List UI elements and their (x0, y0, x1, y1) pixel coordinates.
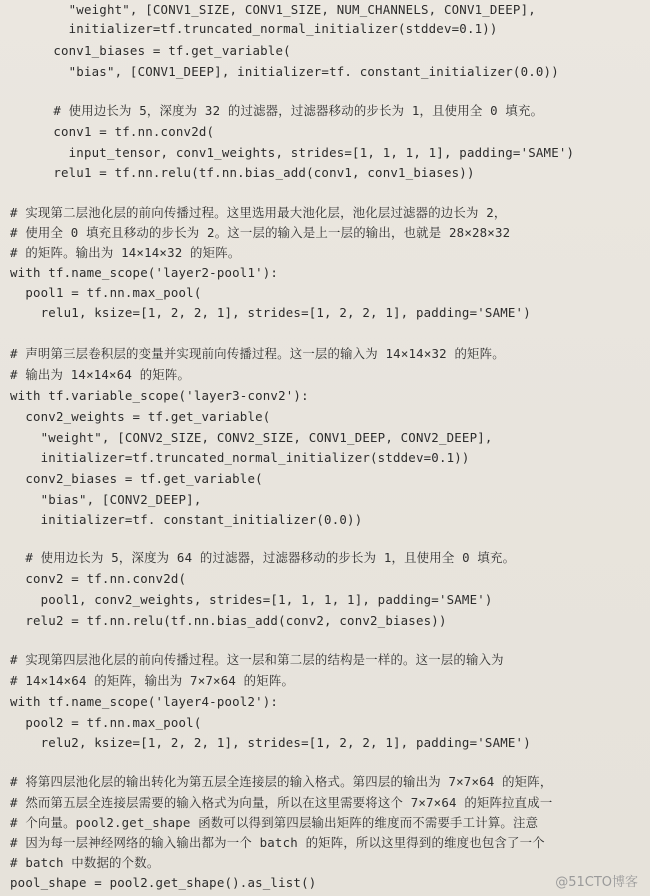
code-line: with tf.name_scope('layer4-pool2'): (10, 694, 279, 709)
code-line: relu2, ksize=[1, 2, 2, 1], strides=[1, 2, 2, 1], padding='SAME') (10, 735, 531, 750)
code-line: "bias", [CONV2_DEEP], (10, 492, 202, 507)
code-line: pool1 = tf.nn.max_pool( (10, 285, 202, 300)
code-line: initializer=tf.truncated_normal_initializer(stddev=0.1)) (38, 21, 498, 36)
code-line: "bias", [CONV1_DEEP], initializer=tf. constant_initializer(0.0)) (38, 64, 559, 79)
code-line: relu1 = tf.nn.relu(tf.nn.bias_add(conv1, conv1_biases)) (38, 165, 475, 180)
code-line: pool2 = tf.nn.max_pool( (10, 715, 202, 730)
code-line: "weight", [CONV2_SIZE, CONV2_SIZE, CONV1_DEEP, CONV2_DEEP], (10, 430, 493, 445)
comment-line: # 使用边长为 5，深度为 64 的过滤器，过滤器移动的步长为 1，且使用全 0 填充。 (10, 550, 516, 565)
code-line: conv1 = tf.nn.conv2d( (38, 124, 215, 139)
comment-line: # 14×14×64 的矩阵，输出为 7×7×64 的矩阵。 (10, 673, 295, 688)
comment-line: # 使用全 0 填充且移动的步长为 2。这一层的输入是上一层的输出，也就是 28×28×32 (10, 225, 511, 240)
code-line: conv2 = tf.nn.conv2d( (10, 571, 187, 586)
code-line: pool_shape = pool2.get_shape().as_list() (10, 875, 317, 890)
comment-line: # batch 中数据的个数。 (10, 855, 160, 870)
comment-line: # 的矩阵。输出为 14×14×32 的矩阵。 (10, 245, 241, 260)
code-line: conv2_weights = tf.get_variable( (10, 409, 271, 424)
comment-line: # 实现第四层池化层的前向传播过程。这一层和第二层的结构是一样的。这一层的输入为 (10, 652, 504, 667)
code-line: relu2 = tf.nn.relu(tf.nn.bias_add(conv2, conv2_biases)) (10, 613, 447, 628)
code-line: input_tensor, conv1_weights, strides=[1, 1, 1, 1], padding='SAME') (38, 145, 575, 160)
code-line: relu1, ksize=[1, 2, 2, 1], strides=[1, 2, 2, 1], padding='SAME') (10, 305, 531, 320)
code-line: "weight", [CONV1_SIZE, CONV1_SIZE, NUM_CHANNELS, CONV1_DEEP], (38, 2, 536, 17)
comment-line: # 输出为 14×14×64 的矩阵。 (10, 367, 191, 382)
watermark: @51CTO博客 (555, 875, 638, 890)
code-line: pool1, conv2_weights, strides=[1, 1, 1, 1], padding='SAME') (10, 592, 493, 607)
code-line: with tf.variable_scope('layer3-conv2'): (10, 388, 309, 403)
comment-line: # 使用边长为 5，深度为 32 的过滤器，过滤器移动的步长为 1，且使用全 0 填充。 (38, 103, 544, 118)
code-line: conv1_biases = tf.get_variable( (38, 43, 291, 58)
comment-line: # 实现第二层池化层的前向传播过程。这里选用最大池化层，池化层过滤器的边长为 2， (10, 205, 507, 220)
code-line: with tf.name_scope('layer2-pool1'): (10, 265, 279, 280)
comment-line: # 将第四层池化层的输出转化为第五层全连接层的输入格式。第四层的输出为 7×7×64 的矩阵， (10, 774, 553, 789)
comment-line: # 个向量。pool2.get_shape 函数可以得到第四层输出矩阵的维度而不需要手工计算。注意 (10, 815, 539, 830)
code-line: initializer=tf.truncated_normal_initializer(stddev=0.1)) (10, 450, 470, 465)
code-line: conv2_biases = tf.get_variable( (10, 471, 263, 486)
code-line: initializer=tf. constant_initializer(0.0)) (10, 512, 363, 527)
comment-line: # 声明第三层卷积层的变量并实现前向传播过程。这一层的输入为 14×14×32 的矩阵。 (10, 346, 505, 361)
comment-line: # 然而第五层全连接层需要的输入格式为向量，所以在这里需要将这个 7×7×64 的矩阵拉直成一 (10, 795, 553, 810)
comment-line: # 因为每一层神经网络的输入输出都为一个 batch 的矩阵，所以这里得到的维度也包含了一个 (10, 835, 545, 850)
